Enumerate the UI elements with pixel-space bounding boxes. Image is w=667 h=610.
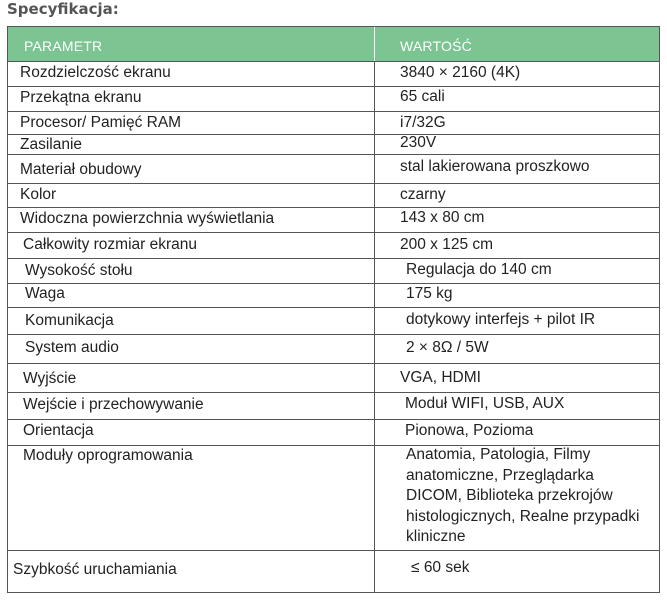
row-separator <box>8 134 659 135</box>
row-separator <box>8 61 659 62</box>
row-separator <box>8 86 659 87</box>
row-separator <box>8 550 659 551</box>
row-value: i7/32G <box>400 114 446 131</box>
table-header <box>8 27 659 61</box>
row-separator <box>8 334 659 335</box>
row-param: Wysokość stołu <box>25 262 133 279</box>
row-param: System audio <box>25 339 119 356</box>
header-divider <box>374 27 375 61</box>
row-param: Moduły oprogramowania <box>23 447 193 464</box>
row-separator <box>8 154 659 155</box>
row-param: Przekątna ekranu <box>20 89 142 106</box>
row-separator <box>8 307 659 308</box>
header-parametr: PARAMETR <box>24 38 103 54</box>
spec-table <box>7 26 660 593</box>
row-value: 3840 × 2160 (4K) <box>400 64 521 81</box>
row-value: czarny <box>400 186 446 203</box>
row-separator <box>8 183 659 184</box>
row-value: 230V <box>400 134 437 151</box>
row-param: Wyjście <box>23 370 77 387</box>
column-divider <box>374 61 375 592</box>
row-separator <box>8 258 659 259</box>
page-title: Specyfikacja: <box>7 0 119 18</box>
row-value: Anatomia, Patologia, Filmy anatomiczne, Przeglądarka DICOM, Biblioteka przekrojów histologicznych, Realne przypadki kliniczne <box>406 446 640 545</box>
row-separator <box>8 111 659 112</box>
row-separator <box>8 283 659 284</box>
row-separator <box>8 363 659 364</box>
row-value: VGA, HDMI <box>400 369 481 386</box>
row-param: Materiał obudowy <box>20 161 142 178</box>
row-separator <box>8 207 659 208</box>
row-param: Procesor/ Pamięć RAM <box>20 114 182 131</box>
row-value: ≤ 60 sek <box>411 559 470 576</box>
row-param: Widoczna powierzchnia wyświetlania <box>20 210 275 227</box>
row-param: Orientacja <box>23 422 94 439</box>
row-value: 143 x 80 cm <box>400 209 485 226</box>
row-value: stal lakierowana proszkowo <box>400 158 590 175</box>
row-param: Wejście i przechowywanie <box>23 396 204 413</box>
row-value: Regulacja do 140 cm <box>406 261 552 278</box>
row-value: 175 kg <box>406 285 453 302</box>
row-value: 2 × 8Ω / 5W <box>406 339 489 356</box>
row-param: Rozdzielczość ekranu <box>20 64 171 81</box>
row-value: 65 cali <box>400 88 445 105</box>
row-param: Komunikacja <box>25 312 114 329</box>
row-param: Całkowity rozmiar ekranu <box>23 236 197 253</box>
row-param: Waga <box>25 285 65 302</box>
header-wartosc: WARTOŚĆ <box>400 38 472 54</box>
row-value: 200 x 125 cm <box>400 236 494 253</box>
row-separator <box>8 419 659 420</box>
row-param: Kolor <box>20 186 57 203</box>
row-separator <box>8 392 659 393</box>
row-param: Zasilanie <box>20 136 83 153</box>
row-value: Moduł WIFI, USB, AUX <box>405 395 565 412</box>
row-value: Pionowa, Pozioma <box>405 422 534 439</box>
row-value: dotykowy interfejs + pilot IR <box>406 311 596 328</box>
row-param: Szybkość uruchamiania <box>13 561 177 578</box>
row-separator <box>8 232 659 233</box>
